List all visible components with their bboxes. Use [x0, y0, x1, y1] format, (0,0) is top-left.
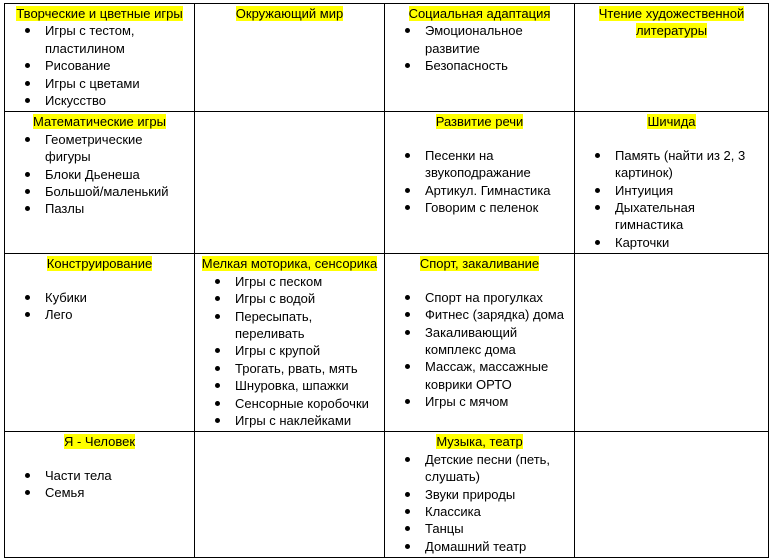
- list-item: Дыхательная гимнастика: [615, 199, 762, 234]
- table-cell: [575, 4, 769, 112]
- bullet-list: [11, 289, 188, 324]
- cell-title-text: Социальная адаптация: [408, 6, 551, 21]
- spacer: [581, 131, 762, 147]
- cell-title: [11, 113, 188, 130]
- list-item: Спорт на прогулках: [425, 289, 568, 306]
- list-item: Игры с песком: [235, 273, 378, 290]
- table-cell: [195, 4, 385, 112]
- table-cell: [5, 112, 195, 254]
- spacer: [11, 273, 188, 289]
- activities-table: [4, 3, 769, 558]
- cell-title: [201, 255, 378, 272]
- list-item: Массаж, массажные коврики ОРТО: [425, 358, 568, 393]
- table-row: [5, 254, 769, 432]
- list-item: Блоки Дьенеша: [45, 166, 188, 183]
- table-cell: [385, 4, 575, 112]
- cell-title: [391, 433, 568, 450]
- cell-title: [201, 5, 378, 22]
- spacer: [391, 131, 568, 147]
- table-cell: [575, 112, 769, 254]
- cell-title-text: Конструирование: [46, 256, 153, 272]
- table-cell: [385, 112, 575, 254]
- table-row: [5, 112, 769, 254]
- list-item: Звуки природы: [425, 486, 568, 503]
- table-cell: [385, 432, 575, 558]
- list-item: Интуиция: [615, 182, 762, 199]
- list-item: Семья: [45, 484, 188, 501]
- list-item: Классика: [425, 503, 568, 520]
- cell-title: [11, 255, 188, 272]
- list-item: Игры с мячом: [425, 393, 568, 410]
- table-cell: [195, 254, 385, 432]
- cell-title: [391, 5, 568, 22]
- table-cell: [5, 432, 195, 558]
- bullet-list: [201, 273, 378, 430]
- list-item: Песенки на звукоподражание: [425, 147, 568, 182]
- cell-title: [11, 433, 188, 450]
- list-item: Кубики: [45, 289, 188, 306]
- table-cell: [195, 112, 385, 254]
- cell-title-text: Развитие речи: [435, 114, 524, 130]
- list-item: Шнуровка, шпажки: [235, 377, 378, 394]
- list-item: Лего: [45, 306, 188, 323]
- list-item: Игры с цветами: [45, 75, 188, 92]
- cell-title-text: Окружающий мир: [235, 6, 344, 21]
- cell-title-text: Музыка, театр: [436, 434, 523, 450]
- list-item: Геометрические фигуры: [45, 131, 188, 166]
- list-item: Фитнес (зарядка) дома: [425, 306, 568, 323]
- bullet-list: [581, 147, 762, 251]
- list-item: Пазлы: [45, 200, 188, 217]
- table-cell: [385, 254, 575, 432]
- list-item: Трогать, рвать, мять: [235, 360, 378, 377]
- cell-title: [581, 5, 762, 40]
- list-item: Эмоциональное развитие: [425, 22, 568, 57]
- cell-title-text: Творческие и цветные игры: [16, 6, 183, 21]
- list-item: Рисование: [45, 57, 188, 74]
- cell-title-text: Мелкая моторика, сенсорика: [201, 256, 378, 272]
- list-item: Игры с крупой: [235, 342, 378, 359]
- table-cell: [575, 432, 769, 558]
- list-item: Карточки: [615, 234, 762, 251]
- cell-title: [581, 113, 762, 130]
- cell-title: [391, 255, 568, 272]
- table-cell: [575, 254, 769, 432]
- cell-title-text: Спорт, закаливание: [419, 256, 540, 272]
- list-item: Домашний театр: [425, 538, 568, 555]
- list-item: Танцы: [425, 520, 568, 537]
- list-item: Память (найти из 2, 3 картинок): [615, 147, 762, 182]
- bullet-list: [11, 22, 188, 109]
- table-row: [5, 4, 769, 112]
- list-item: Безопасность: [425, 57, 568, 74]
- list-item: Части тела: [45, 467, 188, 484]
- list-item: Сенсорные коробочки: [235, 395, 378, 412]
- cell-title-text: Математические игры: [33, 114, 166, 130]
- spacer: [391, 273, 568, 289]
- list-item: Закаливающий комплекс дома: [425, 324, 568, 359]
- list-item: Артикул. Гимнастика: [425, 182, 568, 199]
- table-cell: [5, 254, 195, 432]
- list-item: Игры с водой: [235, 290, 378, 307]
- list-item: Говорим с пеленок: [425, 199, 568, 216]
- list-item: Игры с тестом, пластилином: [45, 22, 188, 57]
- table-cell: [5, 4, 195, 112]
- bullet-list: [11, 467, 188, 502]
- table-cell: [195, 432, 385, 558]
- bullet-list: [391, 147, 568, 217]
- bullet-list: [11, 131, 188, 218]
- bullet-list: [391, 451, 568, 555]
- cell-title: [11, 5, 188, 22]
- list-item: Игры с наклейками: [235, 412, 378, 429]
- list-item: Пересыпать, переливать: [235, 308, 378, 343]
- cell-title-text: Чтение художественной литературы: [598, 6, 745, 39]
- list-item: Детские песни (петь, слушать): [425, 451, 568, 486]
- cell-title-text: Шичида: [647, 114, 696, 130]
- cell-title: [391, 113, 568, 130]
- table-row: [5, 432, 769, 558]
- cell-title-text: Я - Человек: [63, 434, 136, 450]
- list-item: Искусство: [45, 92, 188, 109]
- list-item: Большой/маленький: [45, 183, 188, 200]
- spacer: [11, 451, 188, 467]
- bullet-list: [391, 289, 568, 411]
- bullet-list: [391, 22, 568, 74]
